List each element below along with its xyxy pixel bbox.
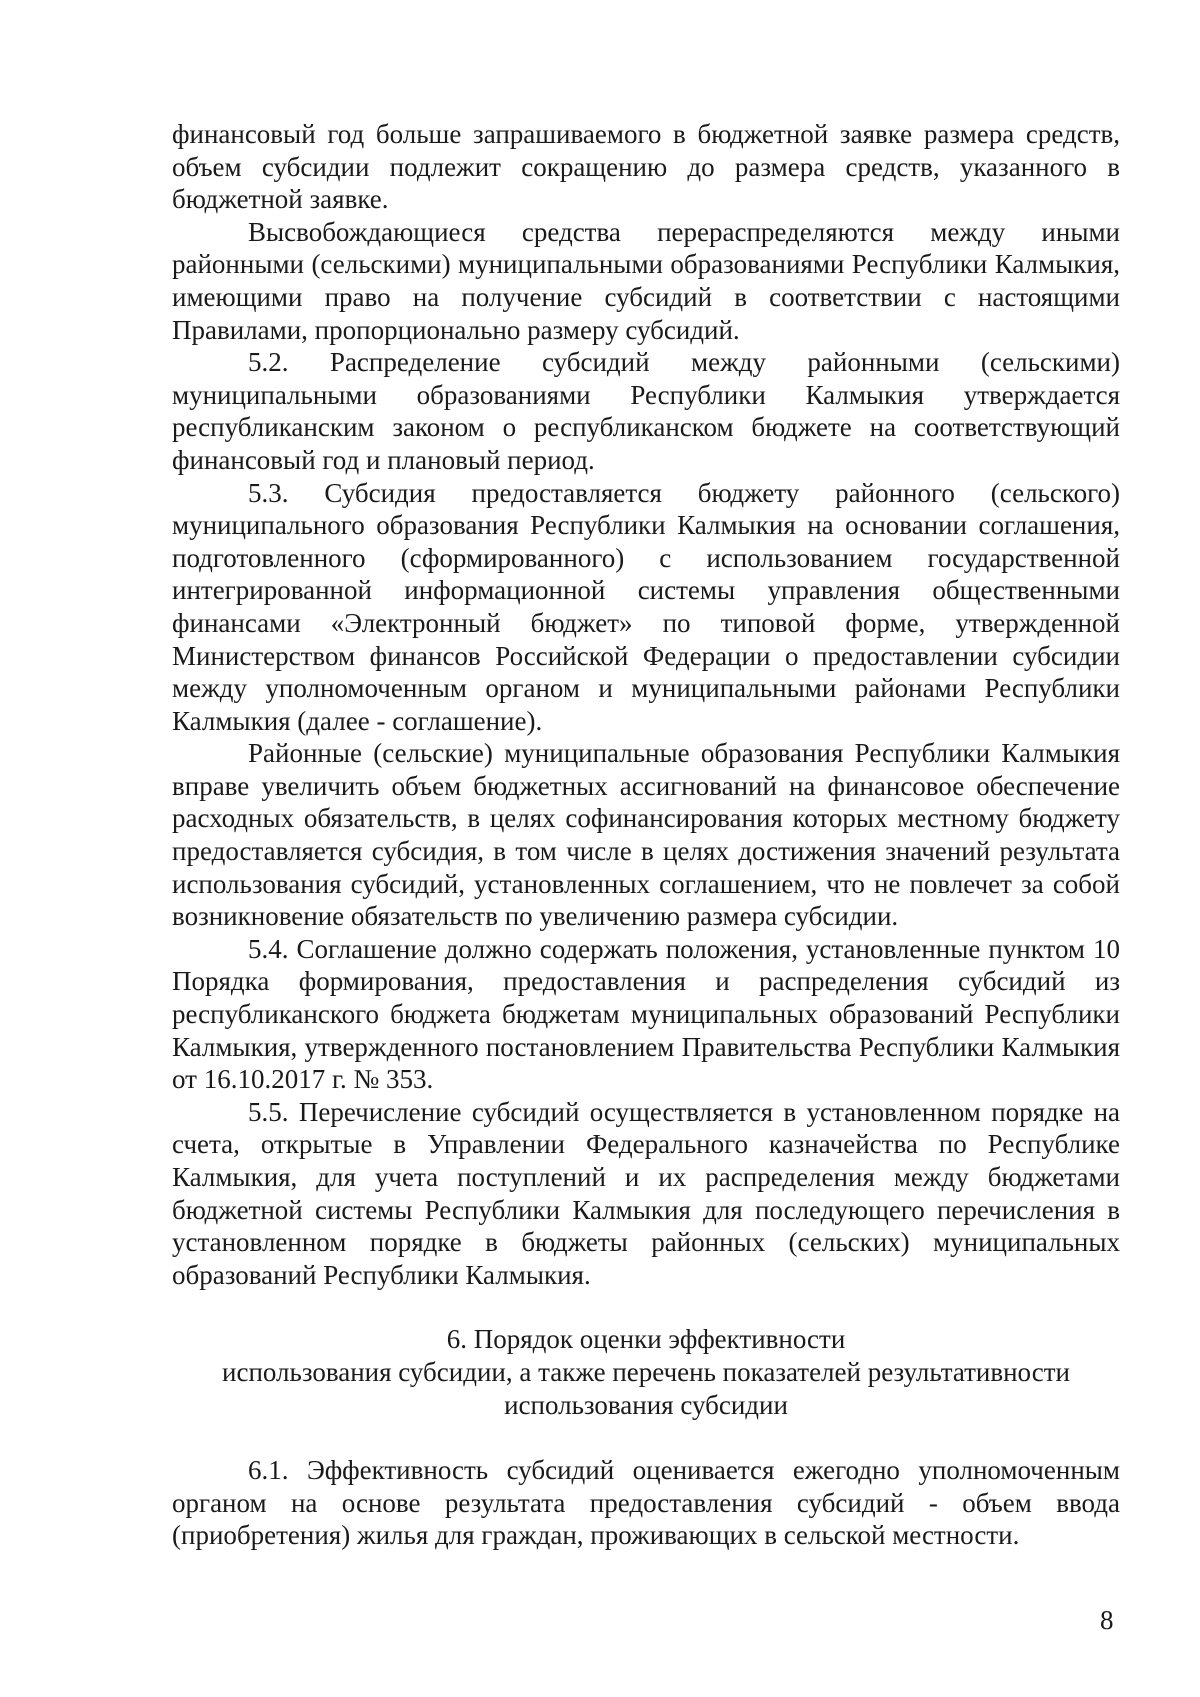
section-heading [172, 1323, 1120, 1421]
section-gap [172, 1421, 1120, 1454]
paragraph-5-4: 5.4. Соглашение должно содержать положения, установленные пунктом 10 Порядка формирования, предоставления и распределения субсидий из республиканского бюджета бюджетам муниципальных образований Республики Калмыкия, утвержденного постановлением Правительства Республики Калмыкия от 16.10.2017 г. № 353. [172, 933, 1120, 1095]
paragraph-5-3: 5.3. Субсидия предоставляется бюджету районного (сельского) муниципального образования Республики Калмыкия на основании соглашения, подготовленного (сформированного) с использованием государственной интегрированной информационной системы управления общественными финансами «Электронный бюджет» по типовой форме, утвержденной Министерством финансов Российской Федерации о предоставлении субсидии между уполномоченным органом и муниципальными районами Республики Калмыкия (далее - соглашение). [172, 477, 1120, 736]
section-heading-line-3: использования субсидии [504, 1389, 788, 1420]
paragraph-5-2: 5.2. Распределение субсидий между районными (сельскими) муниципальными образованиями Республики Калмыкия утверждается республиканским законом о республиканском бюджете на соответствующий финансовый год и плановый период. [172, 347, 1120, 475]
page-number: 8 [1100, 1605, 1114, 1635]
paragraph-6-1: 6.1. Эффективность субсидий оценивается ежегодно уполномоченным органом на основе результата предоставления субсидий - объем ввода (приобретения) жилья для граждан, проживающих в сельской местности. [172, 1455, 1120, 1551]
section-heading-line-2: использования субсидии, а также перечень показателей результативности [222, 1356, 1070, 1387]
paragraph-5-5: 5.5. Перечисление субсидий осуществляется в установленном порядке на счета, открытые в Управлении Федерального казначейства по Республике Калмыкия, для учета поступлений и их распределения между бюджетами бюджетной системы Республики Калмыкия для последующего перечисления в установленном порядке в бюджеты районных (сельских) муниципальных образований Республики Калмыкия. [172, 1096, 1120, 1290]
section-heading-line-1: 6. Порядок оценки эффективности [446, 1324, 846, 1355]
paragraph-released-funds: Высвобождающиеся средства перераспределяются между иными районными (сельскими) муниципальными образованиями Республики Калмыкия, имеющими право на получение субсидий в соответствии с настоящими Правилами, пропорционально размеру субсидий. [172, 216, 1120, 345]
paragraph-municipal-rights: Районные (сельские) муниципальные образования Республики Калмыкия вправе увеличить объем бюджетных ассигнований на финансовое обеспечение расходных обязательств, в целях софинансирования которых местному бюджету предоставляется субсидия, в том числе в целях достижения значений результата использования субсидий, установленных соглашением, что не повлечет за собой возникновение обязательств по увеличению размера субсидии. [172, 738, 1120, 932]
paragraph-continuation: финансовый год больше запрашиваемого в бюджетной заявке размера средств, объем субсидии подлежит сокращению до размера средств, указанного в бюджетной заявке. [172, 119, 1120, 215]
document-page [172, 118, 1120, 1552]
